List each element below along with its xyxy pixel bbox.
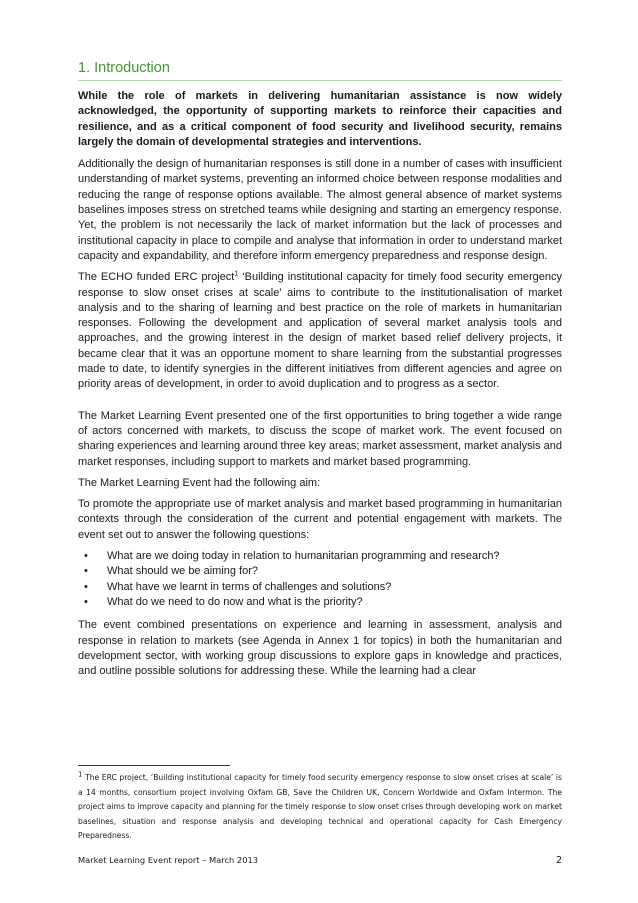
question-text: What should we be aiming for? (107, 565, 259, 578)
footer-title: Market Learning Event report – March 2013 (78, 855, 259, 865)
question-text: What are we doing today in relation to humanitarian programming and research? (107, 550, 500, 563)
paragraph-design: Additionally the design of humanitarian responses is still done in a number of cases with insufficient understanding of market systems, preventing an informed choice between response modalities and reducing the range of response options available. The almost general absence of market systems baselines imposes stress on stretched teams while designing and starting an emergency response. Yet, the problem is not necessarily the lack of market information but the lack of processes and institutional capacity in place to compile and analyse that information in order to understand market capacity and expandability, and therefore inform emergency preparedness and response design. (78, 158, 562, 262)
bullet-icon: • (84, 580, 88, 593)
paragraph-aim: To promote the appropriate use of market analysis and market based programming in humanitarian contexts through the consideration of the current and potential engagement with markets. The event set out to answer the following questions: (78, 498, 562, 541)
lead-paragraph: While the role of markets in delivering humanitarian assistance is now widely acknowledged, the opportunity of supporting markets to reinforce their capacities and resilience, and as a critical component of food security and livelihood security, remains largely the domain of developmental strategies and interventions. (78, 90, 562, 148)
bullet-icon: • (84, 595, 88, 608)
erc-project-text-rest: ‘Building institutional capacity for timely food security emergency response to slow onset crises at scale’ aims to contribute to the institutionalisation of market analysis and to the sharing of learning and best practice on the role of markets in humanitarian responses. Following the development and application of several market analysis tools and approaches, and the growing interest in the design of market based relief delivery projects, it became clear that it was an opportune moment to share learning from the substantial progresses made to date, to identify synergies in the different initiatives from different agencies and agree on priority areas of development, in order to avoid duplication and to progress as a sector. (78, 271, 562, 391)
page-number: 2 (555, 855, 562, 866)
footnote-divider (78, 765, 230, 766)
footnote-reference[interactable]: 1 (234, 270, 239, 278)
paragraph-aim-intro: The Market Learning Event had the following aim: (78, 476, 321, 489)
footnote (78, 771, 562, 844)
section-heading: 1. Introduction (78, 60, 562, 81)
questions-list (78, 549, 562, 610)
question-text: What do we need to do now and what is the priority? (107, 595, 363, 608)
list-item (78, 549, 562, 564)
paragraph-event-combined: The event combined presentations on experience and learning in assessment, analysis and response in relation to markets (see Agenda in Annex 1 for topics) in both the humanitarian and development sector, with working group discussions to explore gaps in knowledge and practices, and outline possible solutions for addressing these. While the learning had a clear (78, 619, 562, 678)
body-text (78, 89, 562, 685)
page-footer (78, 855, 562, 865)
question-text: What have we learnt in terms of challenges and solutions? (107, 580, 392, 593)
paragraph-erc-project (78, 270, 562, 392)
list-item (78, 580, 562, 595)
footnote-text: The ERC project, ‘Building institutional capacity for timely food security emergency response to slow onset crises at scale’ is a 14 months, consortium project involving Oxfam GB, Save the Children UK, Concern Worldwide and Oxfam Intermon. The project aims to improve capacity and planning for the timely response to slow onset crises through developing work on market baselines, situation and response analysis and developing technical and operational capacity for Cash Emergency Preparedness. (78, 773, 562, 841)
footnote-number: 1 (78, 770, 83, 779)
list-item (78, 564, 562, 579)
erc-project-text-start: The ECHO funded ERC project (78, 271, 235, 284)
bullet-icon: • (84, 550, 88, 563)
paragraph-market-learning-event: The Market Learning Event presented one of the first opportunities to bring together a wide range of actors concerned with markets, to discuss the scope of market work. The event focused on sharing experiences and learning around three key areas; market assessment, market analysis and market responses, including support to markets and market based programming. (78, 409, 562, 468)
list-item (78, 595, 562, 610)
bullet-icon: • (84, 565, 88, 578)
